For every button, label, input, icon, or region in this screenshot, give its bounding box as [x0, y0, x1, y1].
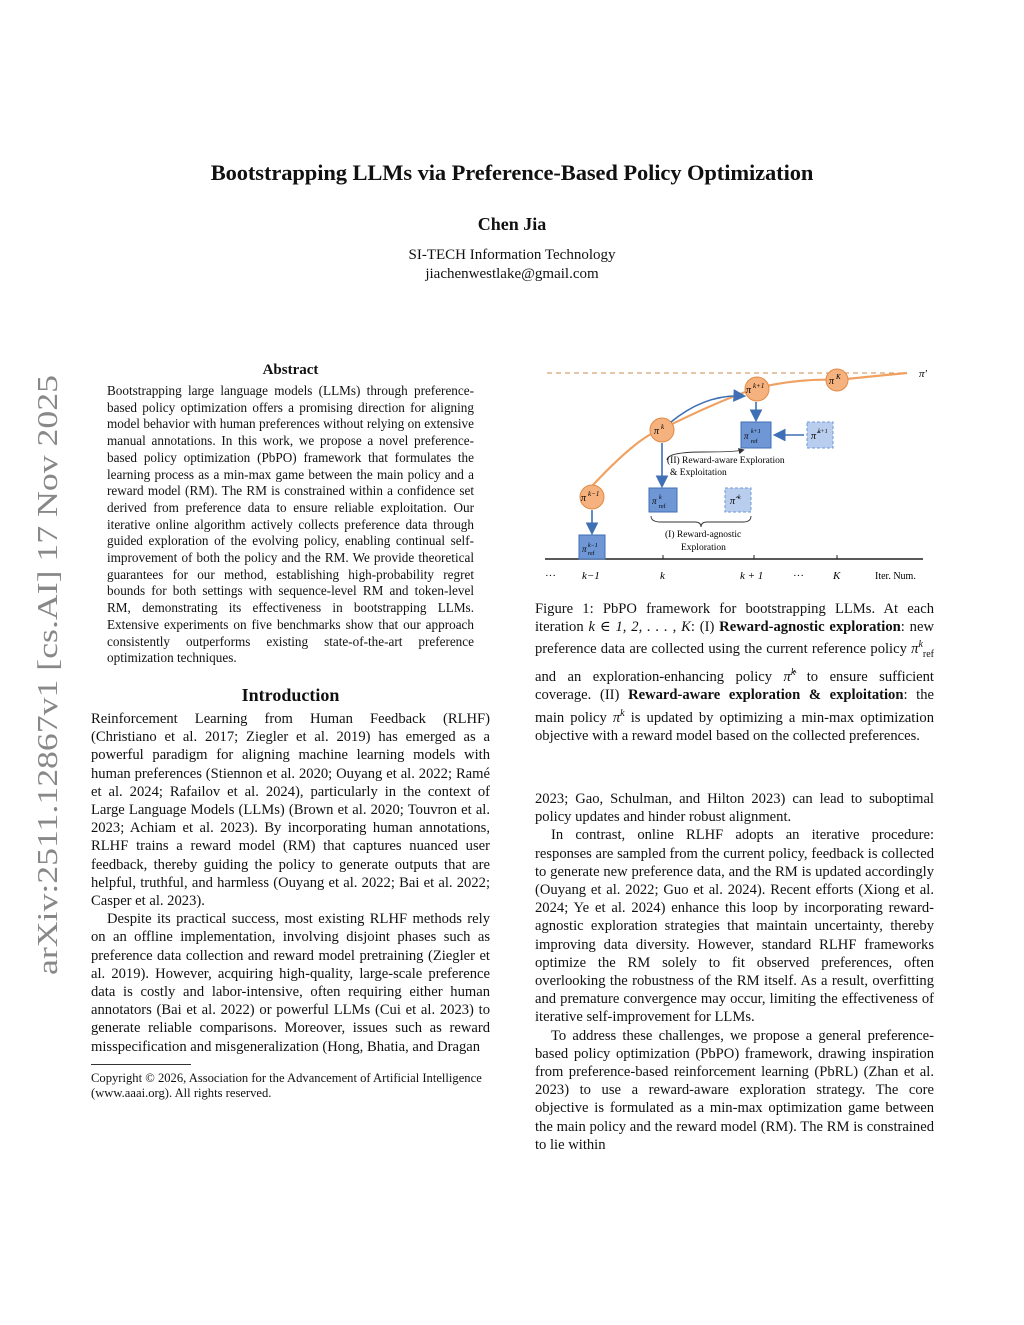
- right-paragraph-2: In contrast, online RLHF adopts an iterative procedure: responses are sampled from the current policy, feedback is collected to generate new preference data, and the RM is updated accordingly (Ouyang et al. 2022; Guo et al. 2024). Recent efforts (Xiong et al. 2024; Ye et al. 2024) enhance this loop by incorporating reward-agnostic exploration strategies that maintain uncertainty, thereby improving data diversity. However, standard RLHF frameworks optimize the RM solely to fit observed preferences, often overlooking the robustness of the RM itself. As a result, overfitting and premature convergence may occur, limiting the effectiveness of iterative self-improvement for LLMs.: [535, 827, 934, 1026]
- svg-text:π: π: [652, 496, 657, 506]
- axis-label-k: k: [660, 570, 665, 582]
- figure-1: [545, 360, 935, 585]
- svg-text:k+1: k+1: [818, 429, 828, 435]
- phase-2-label-line-1: (II) Reward-aware Exploration: [667, 456, 785, 466]
- arxiv-stamp: [27, 370, 67, 980]
- phase-1-label-line-1: (I) Reward-agnostic: [665, 530, 742, 540]
- node-pi-K: [826, 369, 848, 391]
- svg-text:k: k: [661, 423, 665, 431]
- intro-paragraph-1: Reinforcement Learning from Human Feedback (RLHF) (Christiano et al. 2017; Ziegler et al. 2019) has emerged as a powerful paradigm for aligning machine learning models with human preferences (Stiennon et al. 2020; Ouyang et al. 2022; Ramé et al. 2024; Rafailov et al. 2024), particularly in the context of Large Language Models (LLMs) (Brown et al. 2020; Touvron et al. 2023; Achiam et al. 2023). By incorporating human annotations, RLHF trains a reward model (RM) that captures nuanced user feedback, thereby guiding the policy to generate outputs that are helpful, truthful, and harmless (Ouyang et al. 2022; Bai et al. 2022; Casper et al. 2023).: [91, 710, 490, 909]
- author-email: jiachenwestlake@gmail.com: [425, 266, 599, 282]
- node-pi-k-plus-1: [745, 377, 769, 401]
- svg-text:π: π: [744, 431, 749, 441]
- arxiv-id: arXiv:2511.12867v1 [cs.AI] 17 Nov 2025: [32, 487, 64, 975]
- intro-paragraph-2: Despite its practical success, most existing RLHF methods rely on an offline implementation, involving disjoint phases such as preference data collection and reward model pretraining (Ziegler et al. 2019). However, acquiring high-quality, large-scale preference data is costly and labor-intensive, often requiring either human annotators (Bai et al. 2022) or powerful LLMs (Cui et al. 2023) to generate reliable comparisons. Moreover, issues such as reward misspecification and misgeneralization (Hong, Bhatia, and Dragan: [91, 911, 490, 1055]
- node-hat-pi-k-plus-1: [807, 422, 833, 448]
- svg-text:π: π: [581, 493, 587, 504]
- axis-label-iter-num: Iter. Num.: [875, 571, 916, 582]
- pi-prime-label: π': [919, 368, 927, 380]
- svg-text:π̂: π̂: [730, 496, 736, 507]
- svg-text:π: π: [746, 385, 752, 396]
- author-name: Chen Jia: [477, 214, 547, 234]
- svg-text:k−1: k−1: [588, 490, 600, 498]
- svg-text:π: π: [654, 426, 660, 437]
- svg-text:k: k: [738, 495, 741, 501]
- node-hat-pi-k: [725, 488, 751, 512]
- axis-label-K: K: [833, 570, 841, 582]
- arrow-ref-to-next: [671, 396, 743, 422]
- svg-text:π̂: π̂: [811, 431, 817, 442]
- right-paragraph-1: 2023; Gao, Schulman, and Hilton 2023) can lead to suboptimal policy updates and hinder robust alignment.: [535, 791, 934, 826]
- svg-text:π: π: [582, 544, 587, 554]
- phase-2-label-line-2: & Exploitation: [670, 468, 727, 478]
- svg-text:ref: ref: [588, 551, 595, 557]
- footnote-rule: [91, 1064, 191, 1065]
- svg-text:k+1: k+1: [753, 382, 765, 390]
- svg-text:k+1: k+1: [751, 429, 761, 435]
- phase-1-label-line-2: Exploration: [681, 543, 726, 553]
- svg-text:ref: ref: [659, 504, 666, 510]
- left-column: [91, 362, 490, 1102]
- svg-text:π: π: [829, 376, 835, 387]
- affiliation-block: [0, 246, 1024, 284]
- right-column-body: [535, 790, 934, 1154]
- axis-label-k-minus-1: k−1: [582, 570, 600, 582]
- affiliation: SI-TECH Information Technology: [408, 247, 616, 263]
- svg-text:k−1: k−1: [588, 543, 598, 549]
- axis-label-dots-1: ···: [545, 570, 556, 582]
- paper-title: Bootstrapping LLMs via Preference-Based Policy Optimization: [210, 160, 814, 185]
- axis-label-k-plus-1: k + 1: [740, 570, 764, 582]
- introduction-heading: Introduction: [241, 684, 340, 705]
- abstract-text: Bootstrapping large language models (LLMs) through preference-based policy optimization offers a promising direction for aligning model behavior with human preferences without relying on extensive manual annotations. In this work, we propose a novel preference-based policy optimization (PbPO) framework that formulates the learning process as a min-max game between the main policy and a reward model (RM). The RM is constrained within a confidence set derived from preference data to ensure reliable exploitation. Our iterative online algorithm actively collects preference data through guided exploration of the evolving policy, enabling continual self-improvement of both the policy and the RM. We provide theoretical guarantees for our method, establishing high-probability regret bounds for both settings with sequence-level RM and token-level RM, demonstrating its effectiveness in bootstrapping LLMs. Extensive experiments on five benchmarks show that our approach consistently outperforms existing state-of-the-art preference optimization techniques.: [107, 383, 474, 666]
- node-pi-ref-k-minus-1: [579, 535, 605, 559]
- abstract-heading: Abstract: [262, 362, 319, 378]
- svg-text:ref: ref: [751, 439, 758, 445]
- node-pi-k-minus-1: [580, 485, 604, 509]
- figure-1-caption: Figure 1: PbPO framework for bootstrapping LLMs. At each iteration k ∈ 1, 2, . . . , K: (I) Reward-agnostic exploration: new preference data are collected using the current reference policy $\pi^k_{ref}$ and an exploration-enhancing policy π̂$^k$ to ensure sufficient coverage. (II) Reward-aware exploration & exploitation: the main policy $\pi^k$ is updated by optimizing a min-max optimization objective with a reward model based on the collected preferences.: [535, 601, 934, 744]
- phase-1-brace: [651, 516, 751, 527]
- node-pi-ref-k-plus-1: [741, 422, 771, 448]
- node-pi-k: [650, 418, 674, 442]
- node-pi-ref-k: [649, 488, 677, 512]
- axis-label-dots-2: ···: [793, 570, 804, 582]
- svg-text:K: K: [836, 373, 841, 381]
- copyright-footnote: Copyright © 2026, Association for the Advancement of Artificial Intelligence (www.aaai.org). All rights reserved.: [91, 1070, 482, 1101]
- svg-text:k: k: [659, 495, 662, 501]
- right-paragraph-3: To address these challenges, we propose a general preference-based policy optimization (PbPO) framework, drawing inspiration from preference-based reinforcement learning (PbRL) (Zhan et al. 2023) to use a reward-aware exploration strategy. The core objective is formulated as a min-max optimization game between the main policy and the reward model (RM). The RM is constrained to lie within: [535, 1027, 934, 1153]
